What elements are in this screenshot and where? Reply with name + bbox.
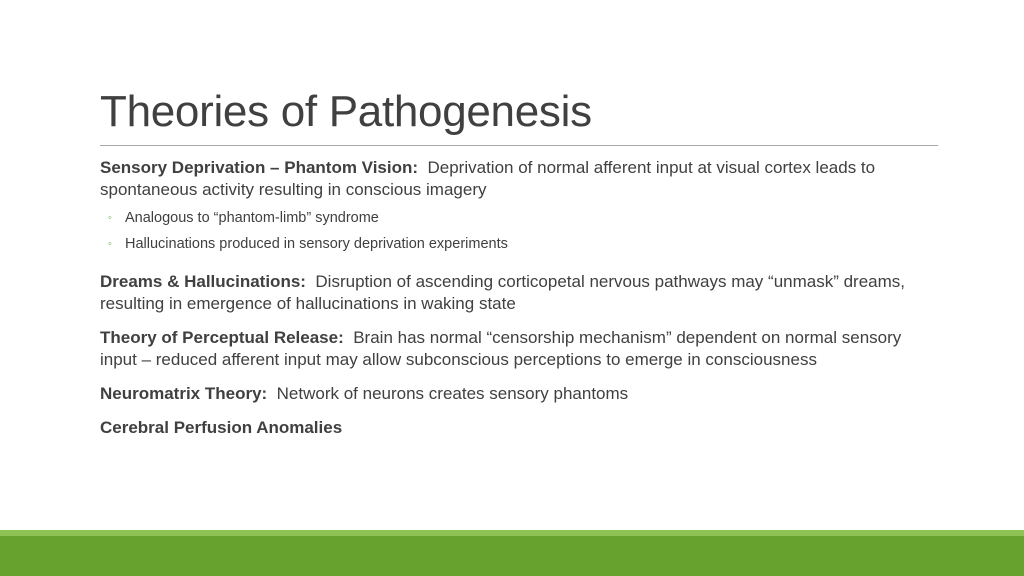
section-perceptual-release xyxy=(100,327,940,371)
title-divider xyxy=(100,145,938,146)
sub-bullet-text: Hallucinations produced in sensory deprivation experiments xyxy=(125,236,508,252)
slide-body xyxy=(100,157,940,439)
section-text: Deprivation of normal afferent input at visual cortex leads to spontaneous activity resulting in conscious imagery xyxy=(100,158,876,199)
section-text: Network of neurons creates sensory phantoms xyxy=(276,384,629,403)
section-text: Disruption of ascending corticopetal nervous pathways may “unmask” dreams, resulting in emergence of hallucinations in waking state xyxy=(100,272,906,313)
list-item xyxy=(100,205,940,231)
section-neuromatrix-theory xyxy=(100,383,940,405)
section-text: Brain has normal “censorship mechanism” dependent on normal sensory input – reduced afferent input may allow subconscious perceptions to emerge in consciousness xyxy=(100,328,902,369)
section-heading: Cerebral Perfusion Anomalies xyxy=(100,418,343,437)
section-sensory-deprivation xyxy=(100,157,940,201)
hollow-circle-bullet-icon: ◦ xyxy=(108,238,112,250)
slide-title: Theories of Pathogenesis xyxy=(100,87,592,136)
section-heading: Neuromatrix Theory: xyxy=(100,384,268,403)
section-dreams-hallucinations xyxy=(100,271,940,315)
sub-bullet-text: Analogous to “phantom-limb” syndrome xyxy=(125,210,379,226)
section-heading: Dreams & Hallucinations: xyxy=(100,272,306,291)
section-heading: Sensory Deprivation – Phantom Vision: xyxy=(100,158,419,177)
list-item xyxy=(100,231,940,257)
footer-bar xyxy=(0,536,1024,576)
section-cerebral-perfusion xyxy=(100,417,940,439)
hollow-circle-bullet-icon: ◦ xyxy=(108,212,112,224)
section-heading: Theory of Perceptual Release: xyxy=(100,328,344,347)
sub-bullet-list xyxy=(100,205,940,257)
